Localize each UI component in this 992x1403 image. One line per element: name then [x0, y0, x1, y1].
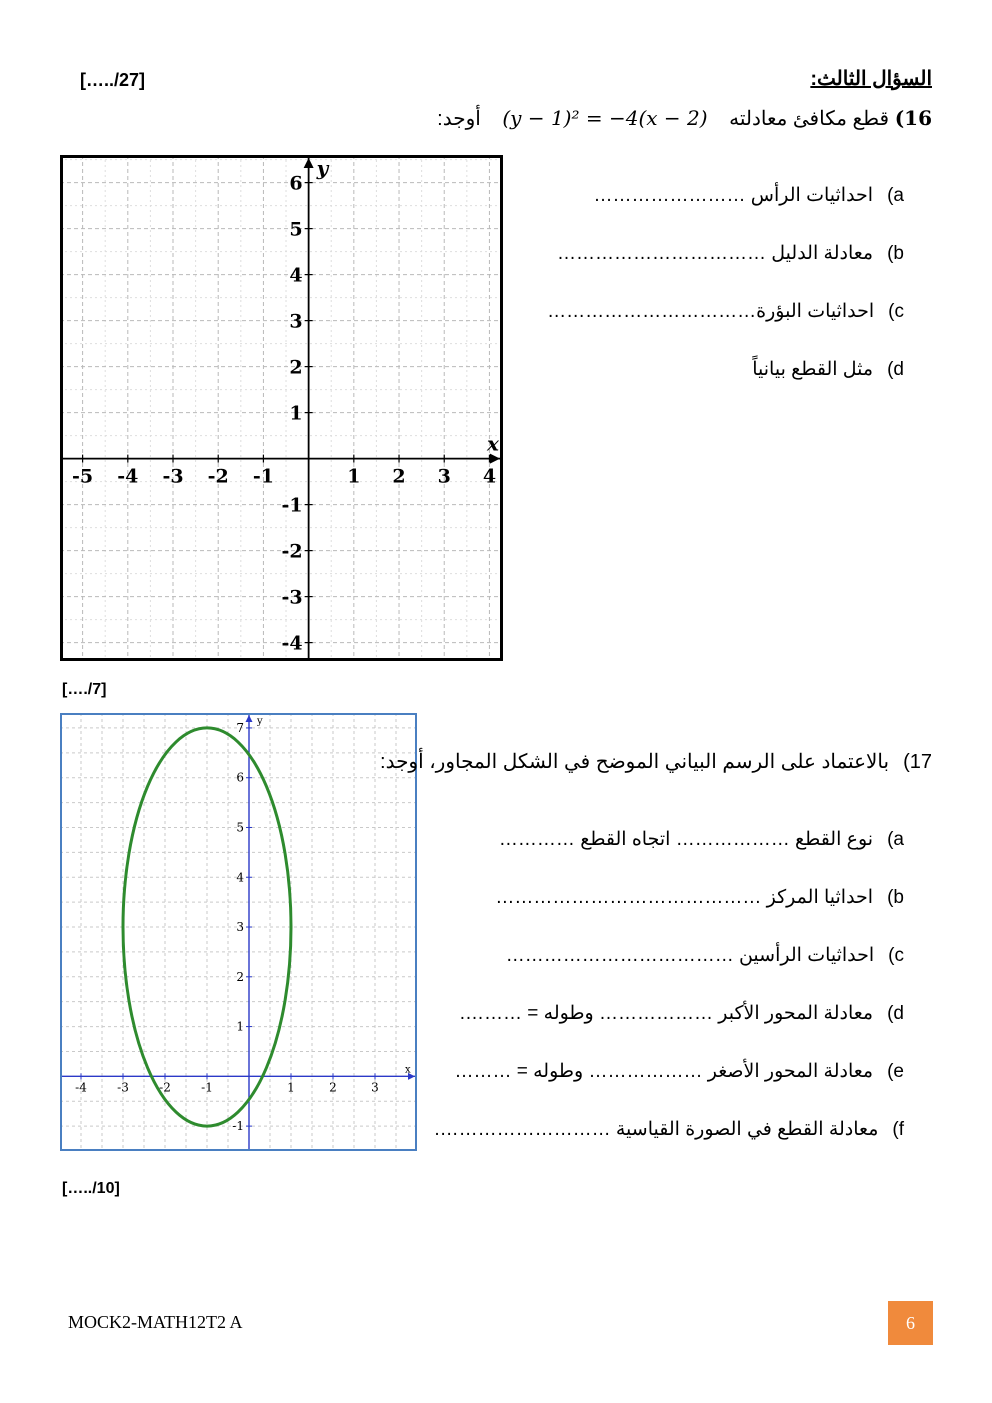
- x-tick-label: -3: [117, 1080, 129, 1095]
- y-axis-arrow-icon: [246, 715, 253, 722]
- y-tick-label: 4: [289, 264, 303, 287]
- item-label: b): [887, 887, 904, 908]
- x-tick-label: 3: [437, 465, 451, 488]
- total-score: […../27]: [80, 70, 146, 90]
- item-label: c): [888, 301, 904, 322]
- x-tick-labels: [72, 455, 496, 488]
- item-text: معادلة المحور الأصغر ……………… وطوله = ………: [454, 1061, 874, 1082]
- item-text: احداثيات الرأسين ………………………………: [505, 945, 875, 966]
- x-tick-label: -1: [201, 1080, 213, 1095]
- y-axis-label: y: [316, 156, 329, 180]
- q17-item-b: [495, 886, 904, 909]
- item-label: d): [887, 359, 904, 380]
- q17-text: بالاعتماد على الرسم البياني الموضح في الشكل المجاور، أوجد:: [380, 751, 890, 773]
- axes: [60, 158, 500, 661]
- y-tick-label: 5: [289, 218, 303, 241]
- q16-equation: (y − 1)² = −4(x − 2): [502, 106, 708, 130]
- q17-item-c: [506, 944, 904, 967]
- y-tick-label: -4: [281, 632, 303, 655]
- q17-score: […../10]: [62, 1180, 120, 1197]
- x-tick-label: 1: [287, 1080, 295, 1095]
- q16-item-b: [557, 242, 904, 265]
- item-text: احداثيات الرأس ……………………: [593, 185, 874, 206]
- item-text: مثل القطع بيانياً: [752, 359, 874, 380]
- item-label: a): [887, 185, 904, 206]
- q16-number: 16): [894, 106, 932, 130]
- y-tick-label: 2: [289, 356, 303, 379]
- y-tick-label: -2: [281, 540, 303, 563]
- q16-item-d: [752, 358, 904, 381]
- x-tick-label: -1: [252, 465, 274, 488]
- x-tick-label: 2: [329, 1080, 337, 1095]
- x-tick-label: 4: [482, 465, 497, 488]
- q17-item-f: [434, 1118, 904, 1141]
- question-title: السؤال الثالث:: [810, 68, 932, 90]
- x-tick-label: 1: [347, 465, 361, 488]
- y-tick-label: 3: [236, 920, 244, 935]
- x-axis-label: x: [405, 1064, 411, 1076]
- x-tick-label: -2: [159, 1080, 171, 1095]
- q16-find: أوجد:: [437, 108, 481, 130]
- item-text: معادلة القطع في الصورة القياسية ……………………….: [434, 1119, 879, 1140]
- q17-item-d: [460, 1002, 904, 1025]
- y-tick-label: -3: [281, 586, 303, 609]
- q16-statement: [437, 106, 932, 131]
- item-label: d): [887, 1003, 904, 1024]
- y-axis-label: y: [257, 716, 263, 727]
- y-tick-label: -1: [281, 494, 303, 517]
- y-tick-label: 6: [236, 770, 244, 785]
- q17-number: 17): [903, 751, 932, 773]
- x-tick-label: -5: [72, 465, 94, 488]
- y-tick-label: 3: [289, 310, 303, 333]
- y-tick-label: 7: [236, 720, 244, 735]
- y-tick-label: 4: [236, 870, 244, 885]
- x-tick-label: -4: [117, 465, 139, 488]
- x-tick-label: 3: [371, 1080, 379, 1095]
- q16-item-a: [594, 184, 904, 207]
- item-text: احداثيا المركز ……………………………………: [495, 887, 874, 908]
- q16-score: […./7]: [62, 681, 107, 698]
- y-tick-label: 1: [289, 402, 303, 425]
- grid-lines: [60, 155, 503, 661]
- item-text: معادلة الدليل ……………………………: [557, 243, 874, 264]
- page-number: 6: [888, 1301, 933, 1345]
- x-tick-label: -2: [207, 465, 229, 488]
- q17-item-a: [499, 828, 904, 851]
- x-axis-label: x: [487, 431, 499, 456]
- y-tick-label: 6: [289, 172, 303, 195]
- item-label: c): [888, 945, 904, 966]
- item-label: a): [887, 829, 904, 850]
- y-tick-label: -1: [232, 1119, 244, 1134]
- item-text: احداثيات البؤرة……………………………: [547, 301, 875, 322]
- y-tick-label: 1: [236, 1019, 244, 1034]
- item-text: معادلة المحور الأكبر ……………… وطوله = ……….: [459, 1003, 874, 1024]
- q16-item-c: [547, 300, 904, 323]
- footer-code: MOCK2-MATH12T2 A: [68, 1312, 243, 1332]
- q17-ellipse-chart: [60, 713, 417, 1151]
- y-tick-label: 2: [236, 969, 244, 984]
- x-tick-label: -4: [75, 1080, 87, 1095]
- item-text: نوع القطع ……………… اتجاه القطع …………: [498, 829, 874, 850]
- item-label: e): [887, 1061, 904, 1082]
- x-tick-label: 2: [392, 465, 406, 488]
- q16-grid-chart: [60, 155, 503, 661]
- item-label: f): [892, 1119, 904, 1140]
- x-tick-label: -3: [162, 465, 184, 488]
- y-tick-label: 5: [236, 820, 244, 835]
- q17-item-e: [454, 1060, 904, 1083]
- item-label: b): [887, 243, 904, 264]
- q17-statement: [380, 749, 932, 774]
- q16-text: قطع مكافئ معادلته: [729, 108, 890, 130]
